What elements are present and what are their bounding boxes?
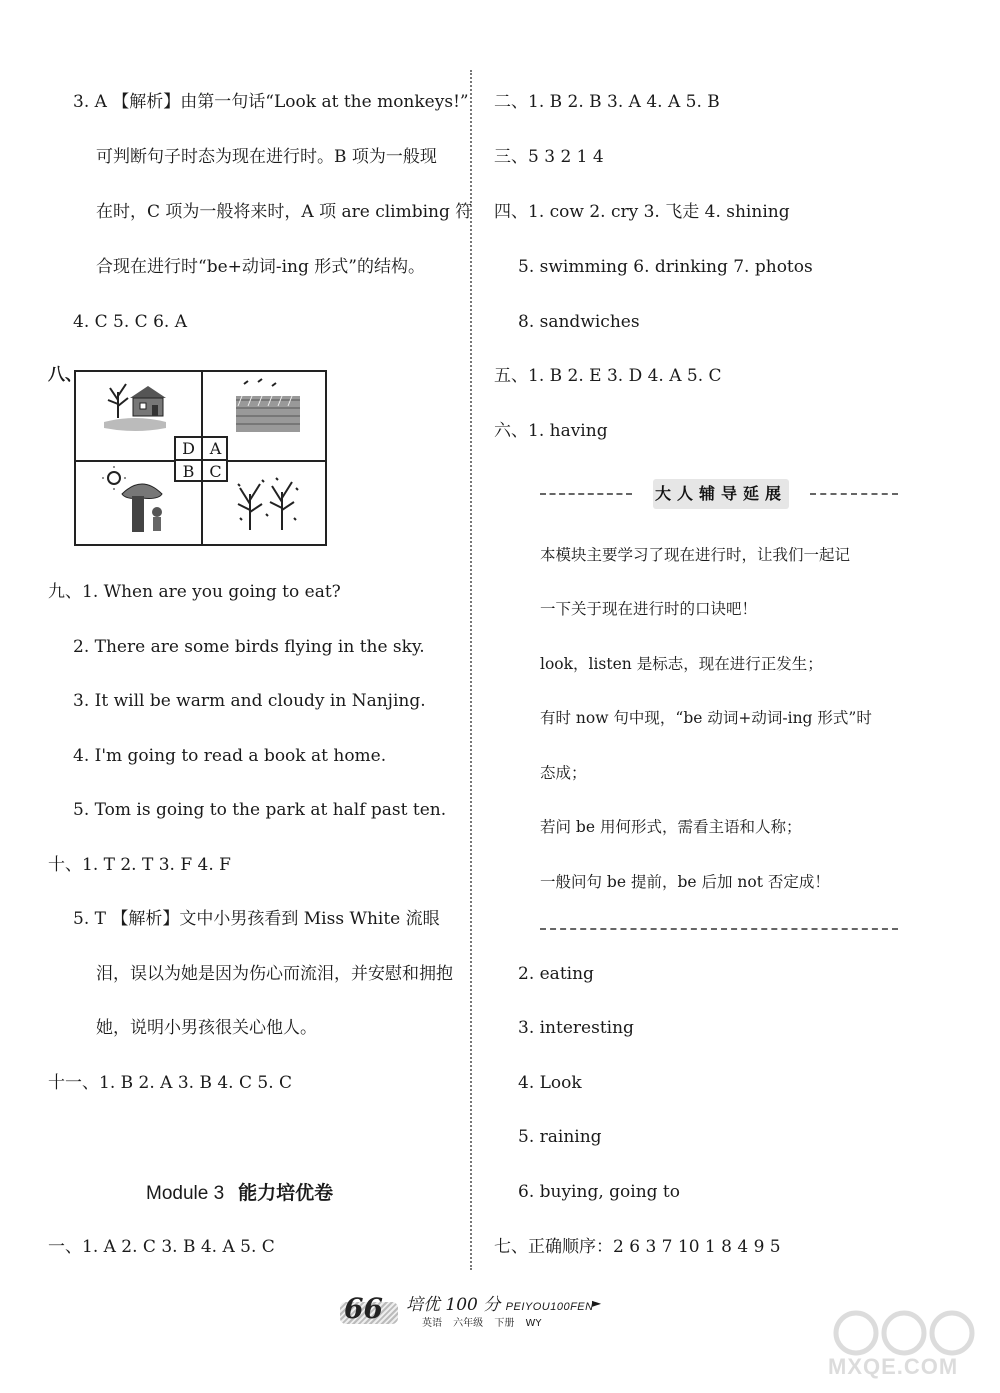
module-title-name: 能力培优卷 (238, 1182, 334, 1204)
section-9-q3: 3. It will be warm and cloudy in Nanjing. (73, 691, 426, 711)
section-4-line-1: 四、1. cow 2. cry 3. 飞走 4. shining (494, 202, 790, 222)
tip-line-4: 有时 now 句中现，“be 动词+动词-ing 形式”时 (540, 709, 872, 727)
winter-house-picture (100, 378, 170, 438)
section-7-order: 七、正确顺序：2 6 3 7 10 1 8 4 9 5 (494, 1237, 781, 1257)
module3-section-1: 一、1. A 2. C 3. B 4. A 5. C (48, 1237, 275, 1257)
page-number: 66 (344, 1292, 383, 1325)
section-3-answers: 三、5 3 2 1 4 (494, 147, 604, 167)
letter-top-right: A (209, 439, 222, 458)
rainy-field-picture (232, 378, 304, 442)
q3-line-4: 合现在进行时“be+动词-ing 形式”的结构。 (96, 257, 425, 277)
section-9-q4: 4. I'm going to read a book at home. (73, 746, 387, 766)
section-10-answers: 十、1. T 2. T 3. F 4. F (48, 855, 231, 875)
tip-line-7: 一般问句 be 提前，be 后加 not 否定成！ (540, 873, 830, 891)
banner-title: 大人辅导延展 (653, 479, 789, 509)
watermark-seal-icon (826, 1310, 986, 1356)
banner-right-dash (810, 493, 898, 495)
section-6-q2: 2. eating (518, 964, 594, 984)
tip-line-6: 若问 be 用何形式，需看主语和人称； (540, 818, 802, 836)
letter-top-left: D (182, 439, 195, 458)
column-divider (470, 70, 472, 1270)
watermark-logo (826, 1310, 986, 1386)
section-6-q4: 4. Look (518, 1073, 582, 1093)
section-10-q5: 5. T 【解析】文中小男孩看到 Miss White 流眼 (73, 909, 440, 929)
section-6-q6: 6. buying, going to (518, 1182, 680, 1202)
section-2-answers: 二、1. B 2. B 3. A 4. A 5. B (494, 92, 720, 112)
section-9-q2: 2. There are some birds flying in the sky. (73, 637, 425, 657)
section-6-q1: 六、1. having (494, 421, 608, 441)
tip-line-2: 一下关于现在进行时的口诀吧！ (540, 600, 758, 618)
tip-line-1: 本模块主要学习了现在进行时，让我们一起记 (540, 546, 851, 564)
picture-letter-box (174, 436, 228, 482)
arrow-right-icon: ► (592, 1296, 602, 1310)
letter-box-horizontal-divider (176, 459, 226, 461)
letter-bottom-right: C (209, 462, 222, 481)
tip-line-5: 态成； (540, 764, 587, 782)
section-6-q5: 5. raining (518, 1127, 602, 1147)
banner-text-wrap (636, 479, 806, 509)
page-footer (340, 1288, 670, 1348)
watermark-text: MXQE.COM (828, 1354, 959, 1379)
section-9-q1: 九、1. When are you going to eat? (48, 582, 341, 602)
q3-line-2: 可判断句子时态为现在进行时。B 项为一般现 (96, 147, 437, 167)
section-8-label: 八、 (48, 365, 82, 385)
section-10-q5-line-2: 泪，误以为她是因为伤心而流泪，并安慰和拥抱 (96, 964, 453, 984)
module-title (146, 1180, 333, 1207)
letter-bottom-left: B (182, 462, 195, 481)
section-9-q5: 5. Tom is going to the park at half past ten. (73, 800, 447, 820)
autumn-trees-picture (232, 474, 304, 534)
section-4-line-2: 5. swimming 6. drinking 7. photos (518, 257, 813, 277)
section-4-line-3: 8. sandwiches (518, 312, 640, 332)
q4-6-answers: 4. C 5. C 6. A (73, 312, 187, 332)
brand-name: 培优 100 分 (406, 1295, 501, 1315)
banner-left-dash (540, 493, 632, 495)
brand-logo-text (406, 1290, 594, 1315)
tutor-extension-banner (540, 479, 898, 509)
brand-pinyin: PEIYOU100FEN (505, 1301, 594, 1313)
section-6-q3: 3. interesting (518, 1018, 634, 1038)
book-info: 英语 六年级 下册 WY (422, 1318, 542, 1329)
section-10-q5-line-3: 她，说明小男孩很关心他人。 (96, 1018, 317, 1038)
sunny-tree-picture (102, 466, 182, 538)
section-5-answers: 五、1. B 2. E 3. D 4. A 5. C (494, 366, 722, 386)
section-11-answers: 十一、1. B 2. A 3. B 4. C 5. C (48, 1073, 293, 1093)
q3-line-3: 在时，C 项为一般将来时，A 项 are climbing 符 (96, 202, 473, 222)
tip-line-3: look，listen 是标志，现在进行正发生； (540, 655, 823, 673)
q3-line-1: 3. A 【解析】由第一句话“Look at the monkeys!” (73, 92, 469, 112)
tutor-extension-end-separator (540, 928, 898, 930)
module-title-number: Module 3 (146, 1183, 225, 1204)
